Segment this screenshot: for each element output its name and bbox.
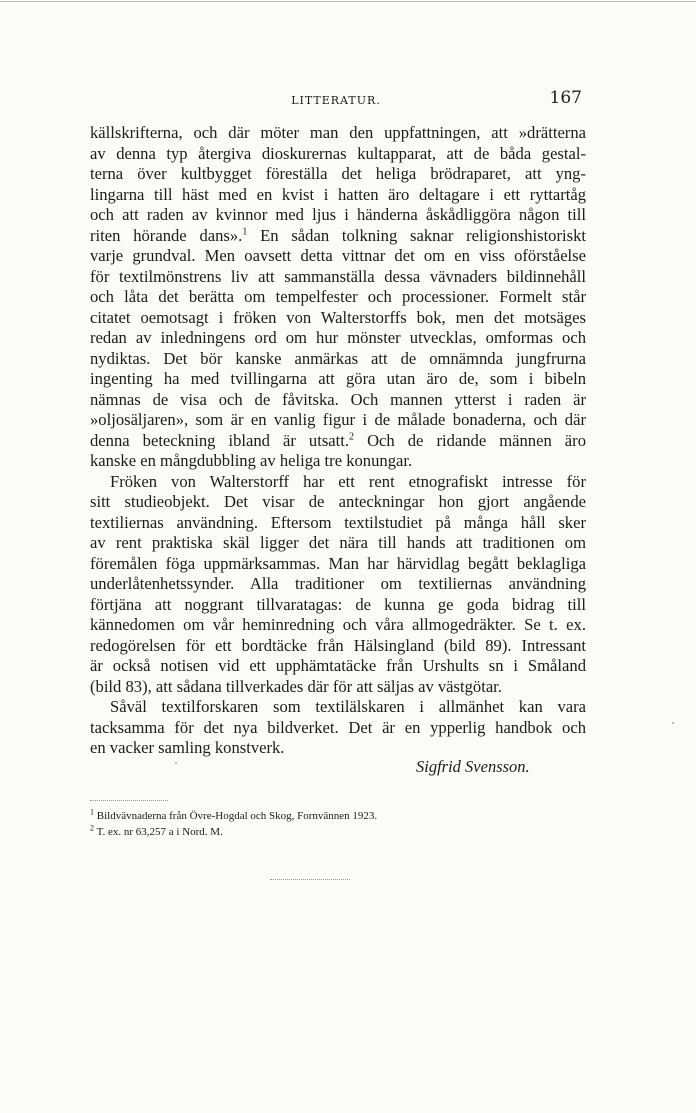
text-line: citatet oemotsagt i fröken von Walterstorffs bok, men det motsäges — [90, 307, 586, 327]
text-line: för textilmönstrens liv att sammanställa dessa vävnaders bildinnehåll — [90, 266, 586, 286]
text-line: kännedomen om vår heminredning och våra allmogedräkter. Se t. ex. — [90, 615, 586, 634]
page-header — [90, 88, 582, 110]
article-body — [90, 123, 586, 759]
text-line: riten hörande dans».$^1$ En sådan tolkning saknar religionshistoriskt — [90, 225, 586, 245]
text-line: underlåtenhetssynder. Alla traditioner om textiliernas användning — [90, 574, 586, 593]
text-line: (bild 83), att sådana tillverkades där för att säljas av västgötar. — [90, 676, 502, 696]
text-line: och att raden av kvinnor med ljus i händerna åskådliggöra någon till — [90, 205, 586, 224]
text-line: nämnas de visa och de fåvitska. Och mannen ytterst i raden är — [90, 389, 586, 409]
print-speck — [175, 762, 177, 764]
page-number: 167 — [549, 88, 582, 108]
footnote-1 — [90, 808, 570, 824]
footnote-reference: 1 — [242, 225, 248, 237]
end-separator — [270, 879, 350, 880]
footnote-separator — [90, 800, 168, 801]
text-line: redogörelsen för ett bordtäcke från Hälsingland (bild 89). Intressant — [90, 635, 586, 655]
text-line: av rent praktiska skäl ligger det nära till hands att traditionen om — [90, 533, 586, 552]
footnote-2 — [90, 824, 570, 840]
text-line: och låta det berätta om tempelfester och processioner. Formelt står — [90, 287, 586, 306]
footnotes — [90, 808, 570, 840]
footnote-reference: 2 — [349, 430, 355, 442]
text-line: förtjäna att noggrant tillvaratagas: de kunna ge goda bidrag till — [90, 594, 586, 614]
footnote-mark: 1 — [90, 807, 94, 817]
text-line: redan av inledningens ord om hur mönster utvecklas, omformas och — [90, 328, 586, 347]
text-line: sitt studieobjekt. Det visar de anteckningar hon gjort angående — [90, 492, 586, 511]
text-line: Såväl textilforskaren som textilälskaren i allmänhet kan vara — [110, 697, 586, 716]
footnote-text: T. ex. nr 63,257 a i Nord. M. — [96, 826, 223, 838]
top-border-line — [0, 1, 696, 2]
text-line: ingenting ha med tvillingarna att göra utan äro de, som i bibeln — [90, 369, 586, 388]
author-signature: Sigfrid Svensson. — [416, 757, 530, 776]
text-line: källskrifterna, och där möter man den uppfattningen, att »drätterna — [90, 123, 586, 142]
text-line: tacksamma för det nya bildverket. Det är en ypperlig handbok och — [90, 717, 586, 737]
footnote-mark: 2 — [90, 823, 94, 833]
text-line: nydiktas. Det bör kanske anmärkas att de omnämnda jungfrurna — [90, 348, 586, 368]
text-line: Fröken von Walterstorff har ett rent etnografiskt intresse för — [110, 471, 586, 491]
text-line: föremålen föga uppmärksammas. Man har härvidlag begått beklagliga — [90, 553, 586, 573]
text-line: lingarna till häst med en kvist i hatten äro deltagare i ett ryttartåg — [90, 184, 586, 204]
text-line: terna över kultbygget föreställa det heliga brödraparet, att yng- — [90, 164, 586, 183]
text-line: »oljosäljaren», som är en vanlig figur i de målade bonaderna, och där — [90, 410, 586, 429]
text-line: varje grundval. Men oavsett detta vittnar det om en viss oförståelse — [90, 246, 586, 265]
text-line: en vacker samling konstverk. — [90, 738, 285, 757]
text-line: är också notisen vid ett upphämtatäcke från Urshults sn i Småland — [90, 656, 586, 675]
text-line: denna beteckning ibland är utsatt.$^2$ Och de ridande männen äro — [90, 430, 586, 450]
text-line: kanske en mångdubbling av heliga tre konungar. — [90, 451, 413, 470]
footnote-text: Bildvävnaderna från Övre-Hogdal och Skog, Fornvännen 1923. — [96, 810, 378, 822]
print-speck — [672, 722, 674, 724]
text-line: textiliernas användning. Eftersom textilstudiet på många håll sker — [90, 512, 586, 532]
running-title: LITTERATUR. — [291, 94, 381, 107]
text-line: av denna typ återgiva dioskurernas kultapparat, att de båda gestal- — [90, 143, 586, 163]
